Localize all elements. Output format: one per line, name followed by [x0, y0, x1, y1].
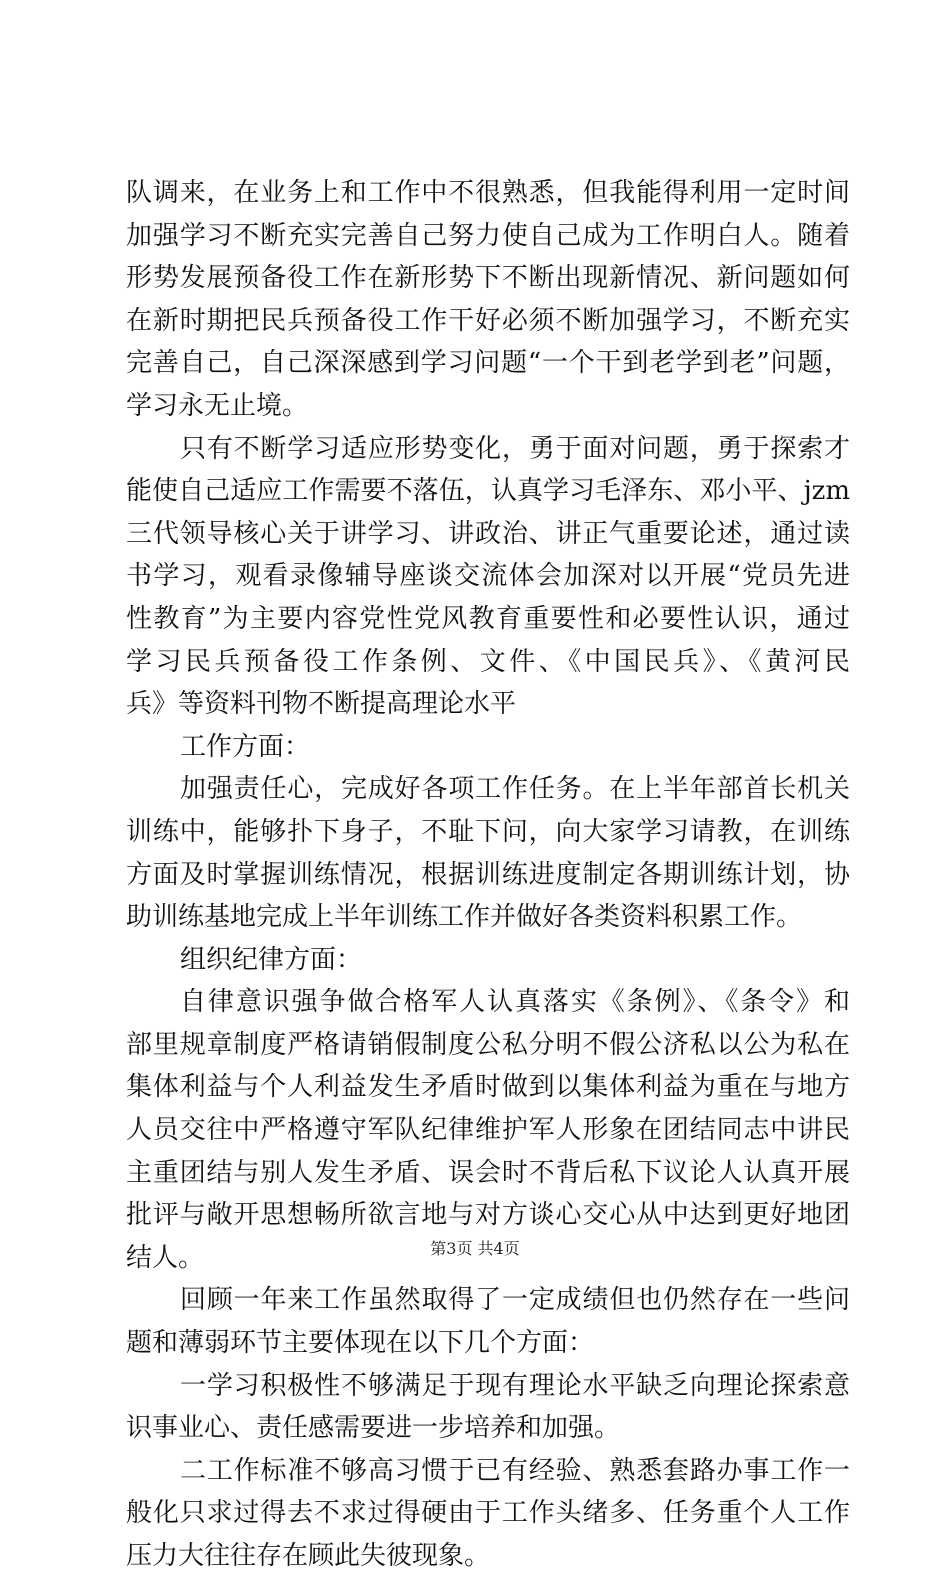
- text-line: 题和薄弱环节主要体现在以下几个方面：: [126, 1328, 595, 1359]
- text-line: 兵》等资料刊物不断提高理论水平: [126, 689, 517, 720]
- paragraph-start: 二工作标准不够高习惯于已有经验、熟悉套路办事工作一: [180, 1455, 850, 1486]
- text-line: 压力大往往存在顾此失彼现象。: [126, 1541, 491, 1571]
- text-line: 批评与敞开思想畅所欲言地与对方谈心交心从中达到更好地团: [126, 1200, 850, 1231]
- body-text: [126, 172, 850, 1578]
- text-line: 集体利益与个人利益发生矛盾时做到以集体利益为重在与地方: [126, 1072, 850, 1103]
- text-line: 助训练基地完成上半年训练工作并做好各类资料积累工作。: [126, 902, 803, 933]
- text-line: 学习民兵预备役工作条例、文件、《中国民兵》、《黄河民: [126, 646, 850, 677]
- text-line: 加强学习不断充实完善自己努力使自己成为工作明白人。随着: [126, 220, 850, 251]
- paragraph-start: 一学习积极性不够满足于现有理论水平缺乏向理论探索意: [180, 1370, 850, 1401]
- section-heading: 工作方面：: [180, 731, 311, 762]
- text-line: 部里规章制度严格请销假制度公私分明不假公济私以公为私在: [126, 1029, 850, 1060]
- text-line: 完善自己，自己深深感到学习问题“一个干到老学到老”问题，: [126, 348, 850, 379]
- text-line: 训练中，能够扑下身子，不耻下问，向大家学习请教，在训练: [126, 816, 850, 847]
- paragraph-start: 加强责任心，完成好各项工作任务。在上半年部首长机关: [180, 774, 850, 805]
- text-line: 般化只求过得去不求过得硬由于工作头绪多、任务重个人工作: [126, 1498, 850, 1529]
- paragraph-start: 只有不断学习适应形势变化，勇于面对问题，勇于探索才: [180, 433, 850, 464]
- text-line: 书学习，观看录像辅导座谈交流体会加深对以开展“党员先进: [126, 561, 850, 592]
- page-number-footer: 第3页 共4页: [430, 1239, 520, 1258]
- text-line: 方面及时掌握训练情况，根据训练进度制定各期训练计划，协: [126, 859, 850, 890]
- paragraph-start: 自律意识强争做合格军人认真落实《条例》、《条令》和: [180, 987, 850, 1018]
- text-line: 结人。: [126, 1242, 205, 1273]
- text-line: 在新时期把民兵预备役工作干好必须不断加强学习，不断充实: [126, 305, 850, 336]
- text-line: 人员交往中严格遵守军队纪律维护军人形象在团结同志中讲民: [126, 1115, 850, 1146]
- text-line: 三代领导核心关于讲学习、讲政治、讲正气重要论述，通过读: [126, 518, 850, 549]
- text-line: 队调来，在业务上和工作中不很熟悉，但我能得利用一定时间: [126, 178, 850, 208]
- text-line: 性教育”为主要内容党性党风教育重要性和必要性认识，通过: [126, 603, 850, 634]
- text-line: 学习永无止境。: [126, 390, 309, 421]
- text-line: 能使自己适应工作需要不落伍，认真学习毛泽东、邓小平、jzm: [126, 476, 850, 507]
- text-line: 主重团结与别人发生矛盾、误会时不背后私下议论人认真开展: [126, 1157, 850, 1188]
- text-line: 识事业心、责任感需要进一步培养和加强。: [126, 1413, 621, 1444]
- text-line: 形势发展预备役工作在新形势下不断出现新情况、新问题如何: [126, 263, 850, 294]
- section-heading: 组织纪律方面：: [180, 944, 363, 975]
- paragraph-start: 回顾一年来工作虽然取得了一定成绩但也仍然存在一些问: [180, 1285, 850, 1316]
